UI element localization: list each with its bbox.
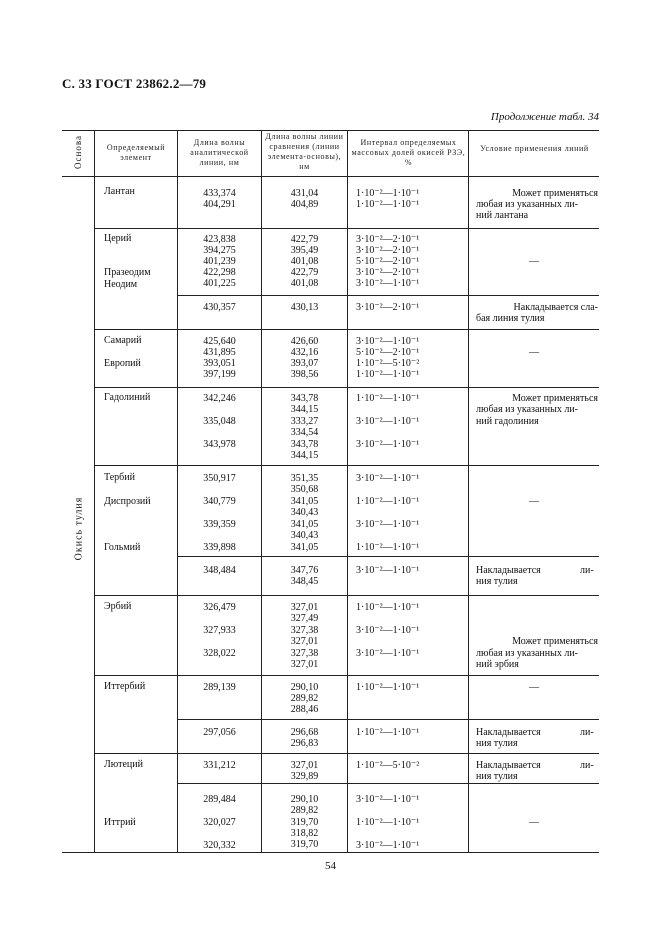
header-comparison: Длина волны линии сравнения (линии элемента-основы), нм [265, 132, 344, 171]
row-divider [177, 556, 599, 557]
interval-value: 3·10⁻²—1·10⁻¹ [356, 336, 420, 347]
condition-text: любая из указанных ли- [476, 199, 579, 210]
comparison-value: 344,15 [290, 450, 319, 461]
page-number: 54 [325, 860, 336, 872]
comparison-value: 398,56 [290, 369, 319, 380]
condition-text: Накладывается [476, 760, 541, 771]
analytic-value: 289,139 [203, 682, 236, 693]
comparison-value: 288,46 [290, 704, 319, 715]
element-name: Тербий [104, 472, 135, 483]
row-divider [177, 719, 599, 720]
condition-dash: — [529, 256, 539, 267]
interval-value: 1·10⁻²—1·10⁻¹ [356, 188, 420, 199]
interval-value: 3·10⁻²—1·10⁻¹ [356, 278, 420, 289]
analytic-value: 327,933 [203, 625, 236, 636]
comparison-value: 343,78 [290, 393, 319, 404]
condition-text: любая из указанных ли- [476, 648, 579, 659]
interval-value: 1·10⁻²—1·10⁻¹ [356, 682, 420, 693]
interval-value: 5·10⁻²—2·10⁻¹ [356, 347, 420, 358]
condition-text: Накладывается [476, 727, 541, 738]
header-bottom-rule [62, 176, 599, 177]
comparison-value: 350,68 [290, 484, 319, 495]
comparison-value: 327,01 [290, 636, 319, 647]
page-header: С. 33 ГОСТ 23862.2—79 [62, 76, 207, 91]
element-name: Церий [104, 233, 132, 244]
comparison-value: 319,70 [290, 839, 319, 850]
element-name: Самарий [104, 335, 142, 346]
analytic-value: 401,239 [203, 256, 236, 267]
row-divider [177, 295, 599, 296]
interval-value: 3·10⁻²—1·10⁻¹ [356, 648, 420, 659]
element-name: Неодим [104, 279, 138, 290]
analytic-value: 342,246 [203, 393, 236, 404]
condition-text: ния тулия [476, 576, 518, 587]
analytic-value: 340,779 [203, 496, 236, 507]
analytic-value: 320,027 [203, 817, 236, 828]
interval-value: 3·10⁻²—2·10⁻¹ [356, 267, 420, 278]
condition-text: Накладывается [476, 565, 541, 576]
interval-value: 3·10⁻²—1·10⁻¹ [356, 840, 420, 851]
interval-value: 1·10⁻²—1·10⁻¹ [356, 542, 420, 553]
condition-text: любая из указанных ли- [476, 404, 579, 415]
condition-text: ния тулия [476, 771, 518, 782]
comparison-value: 422,79 [290, 234, 319, 245]
condition-text: ния тулия [476, 738, 518, 749]
condition-dash: — [529, 347, 539, 358]
comparison-value: 327,49 [290, 613, 319, 624]
analytic-value: 404,291 [203, 199, 236, 210]
analytic-value: 348,484 [203, 565, 236, 576]
analytic-value: 320,332 [203, 840, 236, 851]
interval-value: 3·10⁻²—1·10⁻¹ [356, 473, 420, 484]
condition-text: ли- [580, 760, 594, 771]
comparison-value: 401,08 [290, 256, 319, 267]
interval-value: 1·10⁻²—1·10⁻¹ [356, 602, 420, 613]
interval-value: 1·10⁻²—1·10⁻¹ [356, 199, 420, 210]
comparison-value: 327,38 [290, 625, 319, 636]
column-divider [347, 130, 348, 853]
base-value: Окись тулия [73, 496, 85, 561]
comparison-value: 431,04 [290, 188, 319, 199]
analytic-value: 433,374 [203, 188, 236, 199]
condition-text: ли- [580, 565, 594, 576]
comparison-value: 289,82 [290, 693, 319, 704]
header-element: Определяемый элемент [106, 143, 166, 162]
condition-dash: — [529, 682, 539, 693]
analytic-value: 397,199 [203, 369, 236, 380]
header-interval: Интервал определяемых массовых долей окисей РЗЭ, % [351, 138, 466, 167]
comparison-value: 290,10 [290, 682, 319, 693]
comparison-value: 296,83 [290, 738, 319, 749]
analytic-value: 331,212 [203, 760, 236, 771]
comparison-value: 327,01 [290, 659, 319, 670]
element-name: Иттрий [104, 817, 136, 828]
condition-text: ний лантана [476, 210, 529, 221]
interval-value: 1·10⁻²—5·10⁻² [356, 358, 420, 369]
interval-value: 1·10⁻²—1·10⁻¹ [356, 727, 420, 738]
analytic-value: 339,359 [203, 519, 236, 530]
element-name: Гольмий [104, 542, 141, 553]
comparison-value: 333,27 [290, 416, 319, 427]
condition-text: Может применяться [512, 393, 598, 404]
condition-text: Может применяться [512, 636, 598, 647]
condition-text: бая линия тулия [476, 313, 545, 324]
header-analytic: Длина волны аналитической линии, нм [190, 138, 249, 167]
comparison-value: 340,43 [290, 530, 319, 541]
analytic-value: 425,640 [203, 336, 236, 347]
interval-value: 3·10⁻²—2·10⁻¹ [356, 245, 420, 256]
condition-text: ний гадолиния [476, 416, 539, 427]
header-condition: Условие применения линий [480, 144, 589, 153]
analytic-value: 297,056 [203, 727, 236, 738]
comparison-value: 393,07 [290, 358, 319, 369]
interval-value: 3·10⁻²—2·10⁻¹ [356, 234, 420, 245]
comparison-value: 341,05 [290, 496, 319, 507]
interval-value: 3·10⁻²—1·10⁻¹ [356, 519, 420, 530]
comparison-value: 422,79 [290, 267, 319, 278]
row-divider [177, 783, 599, 784]
header-base: Основа [73, 135, 83, 169]
condition-dash: — [529, 817, 539, 828]
comparison-value: 432,16 [290, 347, 319, 358]
element-name: Гадолиний [104, 392, 151, 403]
condition-text: ний эрбия [476, 659, 519, 670]
comparison-value: 348,45 [290, 576, 319, 587]
analytic-value: 422,298 [203, 267, 236, 278]
analytic-value: 289,484 [203, 794, 236, 805]
column-divider [94, 130, 95, 853]
interval-value: 1·10⁻²—1·10⁻¹ [356, 817, 420, 828]
element-name: Эрбий [104, 601, 132, 612]
comparison-value: 430,13 [290, 302, 319, 313]
comparison-value: 329,89 [290, 771, 319, 782]
comparison-value: 334,54 [290, 427, 319, 438]
comparison-value: 341,05 [290, 519, 319, 530]
element-name: Иттербий [104, 681, 146, 692]
interval-value: 3·10⁻²—1·10⁻¹ [356, 625, 420, 636]
data-table [62, 130, 599, 853]
condition-dash: — [529, 496, 539, 507]
comparison-value: 341,05 [290, 542, 319, 553]
condition-text: Накладывается сла- [513, 302, 598, 313]
analytic-value: 423,838 [203, 234, 236, 245]
interval-value: 1·10⁻²—1·10⁻¹ [356, 369, 420, 380]
table-top-rule [62, 130, 599, 131]
comparison-value: 327,38 [290, 648, 319, 659]
analytic-value: 335,048 [203, 416, 236, 427]
element-name: Лютеций [104, 759, 143, 770]
comparison-value: 395,49 [290, 245, 319, 256]
comparison-value: 351,35 [290, 473, 319, 484]
comparison-value: 290,10 [290, 794, 319, 805]
condition-text: ли- [580, 727, 594, 738]
analytic-value: 431,895 [203, 347, 236, 358]
comparison-value: 347,76 [290, 565, 319, 576]
analytic-value: 350,917 [203, 473, 236, 484]
comparison-value: 344,15 [290, 404, 319, 415]
comparison-value: 296,68 [290, 727, 319, 738]
comparison-value: 327,01 [290, 760, 319, 771]
comparison-value: 426,60 [290, 336, 319, 347]
comparison-value: 340,43 [290, 507, 319, 518]
element-name: Лантан [104, 186, 135, 197]
interval-value: 1·10⁻²—1·10⁻¹ [356, 393, 420, 404]
interval-value: 3·10⁻²—1·10⁻¹ [356, 794, 420, 805]
analytic-value: 326,479 [203, 602, 236, 613]
condition-text: Может применяться [512, 188, 598, 199]
analytic-value: 394,275 [203, 245, 236, 256]
interval-value: 3·10⁻²—1·10⁻¹ [356, 439, 420, 450]
interval-value: 1·10⁻²—5·10⁻² [356, 760, 420, 771]
comparison-value: 401,08 [290, 278, 319, 289]
column-divider [468, 130, 469, 853]
table-continuation-label: Продолжение табл. 34 [490, 111, 599, 123]
analytic-value: 401,225 [203, 278, 236, 289]
comparison-value: 404,89 [290, 199, 319, 210]
analytic-value: 339,898 [203, 542, 236, 553]
comparison-value: 318,82 [290, 828, 319, 839]
interval-value: 3·10⁻²—1·10⁻¹ [356, 565, 420, 576]
interval-value: 1·10⁻²—1·10⁻¹ [356, 496, 420, 507]
analytic-value: 430,357 [203, 302, 236, 313]
element-name: Диспрозий [104, 496, 151, 507]
comparison-value: 327,01 [290, 602, 319, 613]
interval-value: 5·10⁻²—2·10⁻¹ [356, 256, 420, 267]
comparison-value: 319,70 [290, 817, 319, 828]
comparison-value: 289,82 [290, 805, 319, 816]
comparison-value: 343,78 [290, 439, 319, 450]
analytic-value: 393,051 [203, 358, 236, 369]
element-name: Европий [104, 358, 141, 369]
analytic-value: 328,022 [203, 648, 236, 659]
element-name: Празеодим [104, 267, 151, 278]
table-bottom-rule [62, 852, 599, 853]
analytic-value: 343,978 [203, 439, 236, 450]
interval-value: 3·10⁻²—1·10⁻¹ [356, 416, 420, 427]
interval-value: 3·10⁻²—2·10⁻¹ [356, 302, 420, 313]
